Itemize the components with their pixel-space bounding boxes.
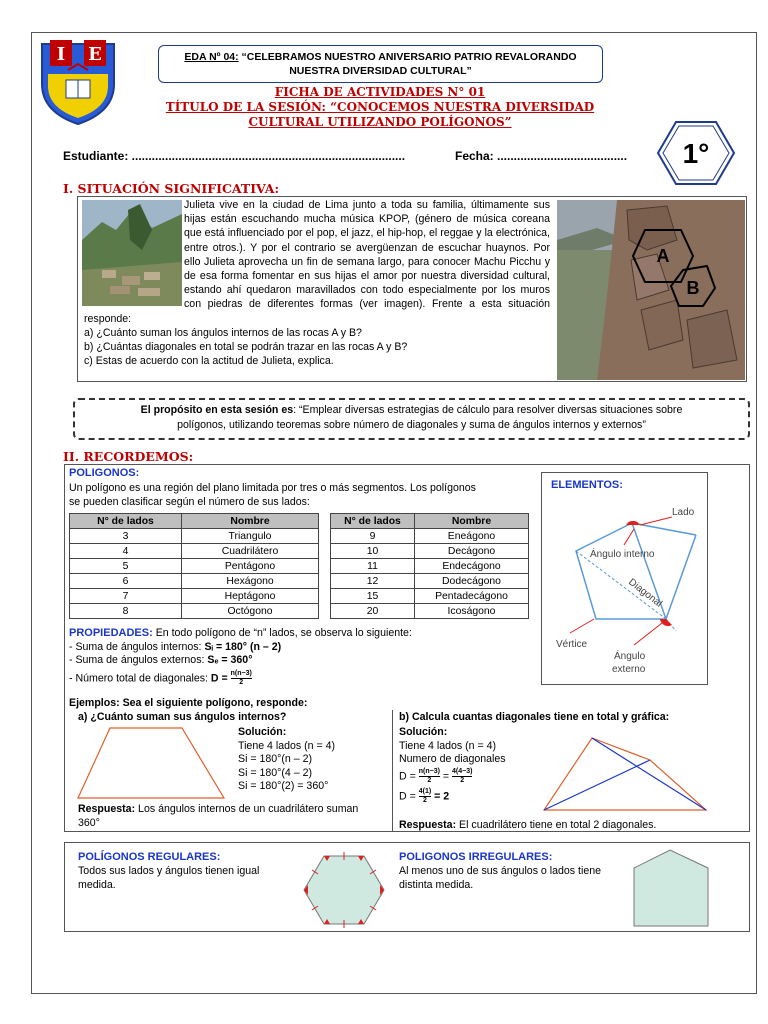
ficha-number: FICHA DE ACTIVIDADES N° 01: [274, 85, 486, 99]
rock-a-label: A: [656, 246, 670, 266]
table-row: [331, 589, 529, 604]
school-logo: [36, 34, 120, 126]
regular-hexagon: [302, 852, 386, 928]
elementos-heading: ELEMENTOS:: [551, 479, 623, 491]
cell-nombre: Cuadrilátero: [182, 544, 319, 559]
cell-nombre: Eneágono: [415, 529, 529, 544]
cell-nombre: Icoságono: [415, 604, 529, 619]
irregulares-line-1: Al menos uno de sus ángulos o lados tiene: [399, 865, 602, 877]
cell-nombre: Hexágono: [182, 574, 319, 589]
example-b-resp-label: Respuesta:: [399, 819, 457, 831]
prop-2-formula: Sₑ = 360°: [207, 654, 253, 667]
table-row: [331, 529, 529, 544]
cell-lados: 8: [70, 604, 182, 619]
example-b-step-1: Tiene 4 lados (n = 4): [399, 739, 497, 752]
propiedades-block: [69, 627, 539, 687]
label-diagonal: Diagonal: [626, 576, 665, 610]
examples-divider: [392, 710, 393, 832]
section-2-title: II. RECORDEMOS:: [63, 449, 194, 464]
table-row: [70, 574, 319, 589]
regulares-line-1: Todos sus lados y ángulos tienen igual: [78, 865, 260, 877]
example-b-step-2: Numero de diagonales: [399, 753, 506, 766]
purpose-label: El propósito en esta sesión es: [140, 404, 294, 416]
cell-lados: 10: [331, 544, 415, 559]
example-b-frac-2: [452, 768, 472, 785]
example-b-sol-label: Solución:: [399, 726, 448, 738]
cell-lados: 5: [70, 559, 182, 574]
regulares-line-2: medida.: [78, 878, 116, 891]
table-row: [331, 544, 529, 559]
cell-nombre: Pentadecágono: [415, 589, 529, 604]
cell-lados: 7: [70, 589, 182, 604]
example-a-step-1: Tiene 4 lados (n = 4): [238, 739, 336, 752]
table-row: [70, 559, 319, 574]
propiedades-text: En todo polígono de “n” lados, se observa lo siguiente:: [152, 627, 412, 639]
table-header-nombre: Nombre: [182, 514, 319, 529]
cell-lados: 4: [70, 544, 182, 559]
prop-3-num: n(n−3): [230, 669, 252, 677]
regulares-heading: POLÍGONOS REGULARES:: [78, 851, 221, 863]
example-b-question: b) Calcula cuantas diagonales tiene en total y gráfica:: [399, 711, 670, 723]
table-row: [70, 604, 319, 619]
table-header-lados: N° de lados: [331, 514, 415, 529]
situation-paragraph: Julieta vive en la ciudad de Lima junto a toda su familia, últimamente sus hijas están escuchando mucha música KPOP, (género de música coreana que está influenciado por el pop, el jazz, el hip-hop, el reggae y la electrónica, entre otros.). Y por el contrario se avergüenzan de escuchar huaynos. Por ello Julieta aprovecha un fin de semana largo, para conocer Machu Picchu y de esa forma fomentar en sus hijas el amor por nuestra diversidad cultural, estando ahí quedaron maravillados con todo especialmente por los muros con piedras de diferentes formas (ver imagen). Frente a esta situación responde:: [84, 199, 550, 325]
cell-lados: 20: [331, 604, 415, 619]
example-a-resp-text: Los ángulos internos de un cuadrilátero suman: [135, 803, 359, 815]
prop-3-fraction: [231, 670, 252, 687]
table-row: [70, 529, 319, 544]
quadrilateral-b: [540, 736, 710, 816]
question-a: a) ¿Cuánto suman los ángulos internos de las rocas A y B?: [84, 326, 362, 339]
prop-1-formula: Sᵢ = 180° (n – 2): [204, 640, 282, 653]
cell-lados: 12: [331, 574, 415, 589]
table-row: [331, 604, 529, 619]
rock-b-label: B: [686, 278, 700, 298]
table-header-nombre: Nombre: [415, 514, 529, 529]
grade-badge: [656, 120, 736, 186]
example-a-resp-label: Respuesta:: [78, 803, 136, 815]
prop-3-formula: D =: [210, 672, 228, 685]
example-b-d-2: D =: [399, 790, 416, 803]
rocks-wall-image: [557, 200, 745, 380]
cell-nombre: Dodecágono: [415, 574, 529, 589]
example-a-step-4: Si = 180°(2) = 360°: [238, 780, 329, 793]
pentagon-diagram: [548, 495, 703, 680]
table-row: [331, 574, 529, 589]
prop-1-label: - Suma de ángulos internos:: [69, 640, 205, 653]
cell-lados: 6: [70, 574, 182, 589]
example-b-answer: [399, 819, 656, 833]
date-field[interactable]: Fecha: .......................................: [455, 149, 628, 163]
example-b-frac-1-num: n(n−3): [418, 767, 440, 775]
logo-letter-e: E: [88, 44, 102, 65]
example-b-frac-1-den: 2: [427, 776, 432, 784]
example-a-step-2: Si = 180°(n – 2): [238, 753, 313, 766]
logo-letter-i: I: [56, 44, 66, 65]
cell-lados: 9: [331, 529, 415, 544]
purpose-text-1: : “Emplear diversas estrategias de cálculo para resolver diversas situaciones sobre: [293, 404, 683, 416]
cell-nombre: Endecágono: [415, 559, 529, 574]
label-angulo-interno: Ángulo interno: [590, 549, 655, 560]
ejemplos-heading: Ejemplos: Sea el siguiente polígono, responde:: [69, 697, 308, 709]
table-header-lados: N° de lados: [70, 514, 182, 529]
eda-box: [158, 45, 603, 83]
irregulares-line-2: distinta medida.: [399, 878, 474, 891]
eda-text-1: “CELEBRAMOS NUESTRO ANIVERSARIO PATRIO REVALORANDO: [241, 51, 577, 63]
example-a-solution: [238, 726, 335, 794]
quadrilateral-a: [70, 724, 240, 804]
label-angulo-externo-1: Ángulo: [614, 651, 646, 662]
cell-nombre: Pentágono: [182, 559, 319, 574]
label-angulo-externo-2: externo: [612, 664, 646, 675]
table-row: [70, 544, 319, 559]
cell-lados: 11: [331, 559, 415, 574]
cell-lados: 15: [331, 589, 415, 604]
session-title-1: TÍTULO DE LA SESIÓN: “CONOCEMOS NUESTRA DIVERSIDAD: [165, 100, 595, 114]
polygon-table-right: [330, 513, 529, 619]
grade-text: 1°: [682, 138, 710, 169]
table-row: [70, 589, 319, 604]
poligonos-intro: [69, 482, 534, 509]
example-b-solution: [399, 726, 544, 805]
student-field[interactable]: Estudiante: ..................................................................................: [63, 149, 406, 163]
cell-nombre: Octógono: [182, 604, 319, 619]
session-title-2: CULTURAL UTILIZANDO POLÍGONOS”: [248, 115, 512, 129]
example-b-eq: =: [442, 770, 450, 783]
ficha-title-block: [160, 85, 600, 130]
purpose-text-2: polígonos, utilizando teoremas sobre número de diagonales y suma de ángulos internos y externos”: [177, 419, 646, 431]
propiedades-heading: PROPIEDADES:: [69, 627, 153, 639]
question-c: c) Estas de acuerdo con la actitud de Julieta, explica.: [84, 355, 334, 368]
cell-nombre: Triangulo: [182, 529, 319, 544]
question-b: b) ¿Cuántas diagonales en total se podrán trazar en las rocas A y B?: [84, 341, 408, 354]
intro-line-2: se pueden clasificar según el número de sus lados:: [69, 495, 310, 508]
purpose-box: [73, 398, 750, 440]
example-b-frac-2-num: 4(4−3): [452, 767, 473, 775]
irregulares-heading: POLIGONOS IRREGULARES:: [399, 851, 553, 863]
irregulares-text: [399, 865, 601, 892]
label-vertice: Vértice: [556, 639, 588, 650]
regulares-text: [78, 865, 259, 892]
eda-label: EDA Nº 04:: [184, 51, 239, 63]
situation-text: [84, 198, 550, 368]
cell-lados: 3: [70, 529, 182, 544]
example-a-resp-text-2: 360°: [78, 816, 100, 829]
prop-2-label: - Suma de ángulos externos:: [69, 654, 208, 667]
table-row: [331, 559, 529, 574]
example-a-sol-label: Solución:: [238, 726, 287, 738]
example-a-step-3: Si = 180°(4 – 2): [238, 766, 313, 779]
label-lado: Lado: [672, 507, 695, 518]
example-a-answer: [78, 803, 390, 830]
prop-3-den: 2: [239, 678, 244, 686]
prop-3-label: - Número total de diagonales:: [69, 672, 211, 685]
example-b-result: = 2: [434, 790, 450, 803]
example-b-frac-3-num: 4(1): [418, 787, 432, 795]
cell-nombre: Decágono: [415, 544, 529, 559]
section-1-title: I. SITUACIÓN SIGNIFICATIVA:: [63, 181, 280, 196]
example-b-resp-text: El cuadrilátero tiene en total 2 diagonales.: [456, 819, 657, 831]
example-b-d: D =: [399, 770, 416, 783]
example-b-frac-1: [419, 768, 440, 785]
eda-text-2: NUESTRA DIVERSIDAD CULTURAL”: [289, 65, 472, 77]
example-a-question: a) ¿Cuánto suman sus ángulos internos?: [78, 711, 287, 723]
example-b-frac-2-den: 2: [460, 776, 465, 784]
example-b-frac-3: [419, 788, 431, 805]
poligonos-heading: POLIGONOS:: [69, 467, 140, 479]
polygon-table-left: [69, 513, 319, 619]
example-b-frac-3-den: 2: [423, 796, 427, 804]
cell-nombre: Heptágono: [182, 589, 319, 604]
intro-line-1: Un polígono es una región del plano limitada por tres o más segmentos. Los polígonos: [69, 482, 476, 494]
irregular-pentagon: [630, 848, 712, 928]
